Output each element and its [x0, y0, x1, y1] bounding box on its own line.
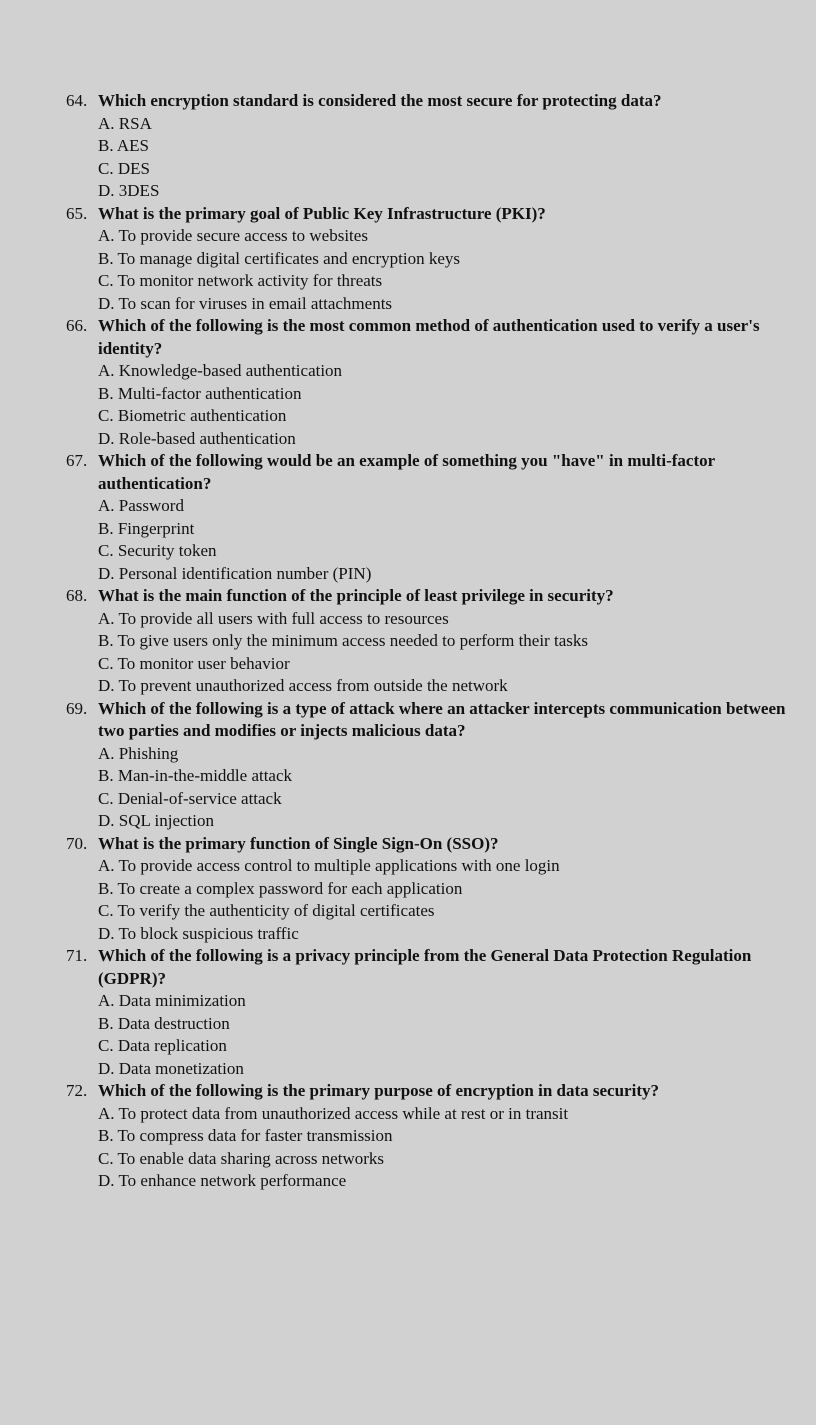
answer-option: C. Denial-of-service attack	[98, 788, 282, 808]
question-text: Which of the following would be an example of something you "have" in multi-factor authentication?	[98, 451, 715, 493]
question-number: 65.	[66, 203, 88, 223]
answer-options	[66, 495, 816, 585]
answer-option: C. To monitor user behavior	[98, 653, 290, 673]
question-text: Which encryption standard is considered the most secure for protecting data?	[98, 91, 662, 110]
question-header	[66, 585, 816, 608]
answer-options	[66, 743, 816, 833]
question-item	[66, 450, 816, 585]
question-number: 67.	[66, 451, 88, 470]
question-header	[66, 90, 816, 113]
answer-option: D. To enhance network performance	[98, 1171, 347, 1190]
answer-option: B. Man-in-the-middle attack	[98, 766, 293, 785]
question-text: What is the main function of the principle of least privilege in security?	[98, 586, 614, 605]
question-item	[66, 203, 816, 316]
answer-option: B. Multi-factor authentication	[98, 383, 302, 403]
question-text: Which of the following is a privacy principle from the General Data Protection Regulation (GDPR)?	[98, 946, 752, 988]
answer-options	[66, 113, 816, 203]
answer-option: B. AES	[98, 136, 150, 155]
answer-option: A. Phishing	[98, 743, 179, 763]
question-item	[66, 1080, 816, 1193]
answer-option: C. DES	[98, 158, 150, 178]
question-text: Which of the following is a type of attack where an attacker intercepts communication between two parties and modifies or injects malicious data?	[98, 698, 786, 740]
answer-option: C. Data replication	[98, 1036, 227, 1055]
question-item	[66, 315, 816, 450]
answer-options	[66, 1103, 816, 1193]
answer-option: D. Role-based authentication	[98, 428, 296, 448]
question-header	[66, 203, 816, 226]
question-item	[66, 585, 816, 698]
question-number: 71.	[66, 946, 88, 965]
answer-option: B. Data destruction	[98, 1013, 230, 1033]
answer-option: B. To compress data for faster transmission	[98, 1126, 393, 1145]
question-number: 69.	[66, 698, 88, 718]
question-header	[66, 315, 816, 360]
question-text: What is the primary goal of Public Key Infrastructure (PKI)?	[98, 203, 546, 223]
question-number: 68.	[66, 586, 88, 605]
question-item	[66, 945, 816, 1080]
answer-option: C. To monitor network activity for threats	[98, 271, 383, 290]
question-number: 64.	[66, 91, 88, 110]
answer-options	[66, 608, 816, 698]
answer-options	[66, 990, 816, 1080]
question-header	[66, 450, 816, 495]
question-text: Which of the following is the primary purpose of encryption in data security?	[98, 1081, 659, 1100]
answer-option: D. Personal identification number (PIN)	[98, 563, 372, 583]
answer-options	[66, 855, 816, 945]
answer-option: A. RSA	[98, 113, 152, 133]
question-header	[66, 945, 816, 990]
answer-option: B. To create a complex password for each application	[98, 878, 463, 898]
answer-option: B. To give users only the minimum access needed to perform their tasks	[98, 631, 588, 650]
question-item	[66, 698, 816, 833]
answer-option: C. To verify the authenticity of digital certificates	[98, 901, 435, 920]
answer-options	[66, 360, 816, 450]
question-item	[66, 90, 816, 203]
question-number: 66.	[66, 316, 88, 335]
question-text: What is the primary function of Single Sign-On (SSO)?	[98, 833, 499, 853]
answer-option: A. Knowledge-based authentication	[98, 361, 343, 380]
answer-option: D. 3DES	[98, 181, 160, 200]
question-header	[66, 1080, 816, 1103]
answer-option: A. To provide secure access to websites	[98, 226, 368, 245]
answer-option: A. To protect data from unauthorized access while at rest or in transit	[98, 1103, 569, 1123]
answer-option: B. To manage digital certificates and encryption keys	[98, 248, 460, 268]
answer-option: B. Fingerprint	[98, 518, 195, 538]
answer-option: D. To block suspicious traffic	[98, 923, 299, 943]
question-number: 72.	[66, 1081, 88, 1100]
answer-option: C. To enable data sharing across networks	[98, 1148, 385, 1168]
answer-options	[66, 225, 816, 315]
answer-option: A. Data minimization	[98, 991, 246, 1010]
answer-option: D. To scan for viruses in email attachments	[98, 293, 393, 313]
question-number: 70.	[66, 833, 88, 853]
question-text: Which of the following is the most common method of authentication used to verify a user's identity?	[98, 316, 760, 358]
answer-option: D. Data monetization	[98, 1058, 244, 1078]
answer-option: C. Biometric authentication	[98, 406, 287, 425]
answer-option: D. SQL injection	[98, 811, 214, 830]
question-item	[66, 833, 816, 946]
question-header	[66, 698, 816, 743]
question-list	[66, 90, 816, 1193]
answer-option: A. Password	[98, 496, 184, 515]
answer-option: A. To provide all users with full access to resources	[98, 608, 449, 628]
answer-option: D. To prevent unauthorized access from outside the network	[98, 676, 508, 695]
question-header	[66, 833, 816, 856]
answer-option: C. Security token	[98, 541, 217, 560]
answer-option: A. To provide access control to multiple applications with one login	[98, 856, 560, 875]
